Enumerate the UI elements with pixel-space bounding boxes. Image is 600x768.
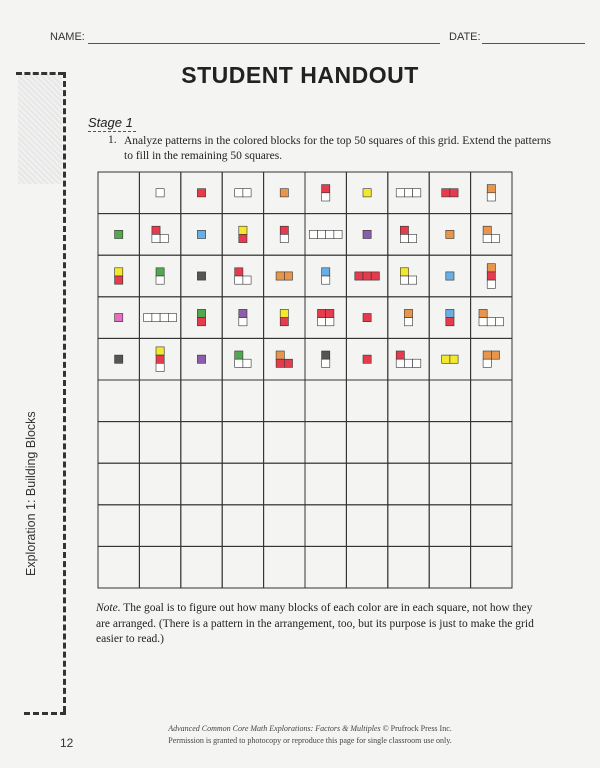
block bbox=[442, 355, 450, 363]
block bbox=[235, 276, 243, 284]
block bbox=[326, 318, 334, 326]
block bbox=[115, 268, 123, 276]
block bbox=[326, 309, 334, 317]
grid-cell[interactable] bbox=[222, 505, 263, 547]
block bbox=[450, 189, 458, 197]
grid-cell[interactable] bbox=[346, 463, 387, 505]
grid-cell[interactable] bbox=[181, 546, 222, 588]
stage-underline bbox=[88, 131, 136, 132]
block bbox=[322, 193, 330, 201]
block bbox=[115, 230, 123, 238]
grid-cell[interactable] bbox=[181, 463, 222, 505]
block bbox=[276, 359, 284, 367]
grid-cell[interactable] bbox=[429, 422, 470, 464]
page-number: 12 bbox=[60, 736, 74, 750]
block bbox=[400, 276, 408, 284]
grid-cell[interactable] bbox=[471, 463, 512, 505]
block bbox=[363, 314, 371, 322]
block bbox=[152, 234, 160, 242]
grid-cell[interactable] bbox=[181, 422, 222, 464]
block-group bbox=[404, 309, 412, 325]
block bbox=[197, 272, 205, 280]
block-group bbox=[115, 230, 123, 238]
grid-cell[interactable] bbox=[429, 505, 470, 547]
name-field[interactable] bbox=[88, 43, 440, 44]
grid-cell[interactable] bbox=[346, 505, 387, 547]
grid-cell[interactable] bbox=[471, 422, 512, 464]
grid-cell[interactable] bbox=[139, 505, 180, 547]
block-group bbox=[396, 351, 421, 367]
block bbox=[243, 189, 251, 197]
block bbox=[400, 268, 408, 276]
block-group bbox=[309, 230, 342, 238]
block bbox=[197, 355, 205, 363]
block-group bbox=[400, 268, 416, 284]
block bbox=[318, 318, 326, 326]
grid-cell[interactable] bbox=[222, 463, 263, 505]
block-group bbox=[197, 272, 205, 280]
block-group bbox=[115, 314, 123, 322]
block-group bbox=[318, 309, 334, 325]
block-group bbox=[239, 226, 247, 242]
grid-cell[interactable] bbox=[346, 546, 387, 588]
block-group bbox=[322, 185, 330, 201]
grid-cell[interactable] bbox=[346, 422, 387, 464]
block-group bbox=[239, 309, 247, 325]
block-group bbox=[363, 189, 371, 197]
block bbox=[396, 189, 404, 197]
block-group bbox=[483, 351, 499, 367]
footer-citation: Advanced Common Core Math Explorations: Factors & Multiples bbox=[168, 724, 381, 733]
block bbox=[160, 234, 168, 242]
block bbox=[487, 272, 495, 280]
block bbox=[243, 359, 251, 367]
block-group bbox=[276, 351, 292, 367]
block bbox=[276, 272, 284, 280]
grid-cell[interactable] bbox=[305, 546, 346, 588]
block bbox=[404, 309, 412, 317]
block bbox=[483, 359, 491, 367]
block bbox=[160, 314, 168, 322]
grid-cell[interactable] bbox=[429, 463, 470, 505]
grid-cell[interactable] bbox=[139, 546, 180, 588]
block bbox=[334, 230, 342, 238]
date-label: DATE: bbox=[449, 31, 481, 43]
block-group bbox=[355, 272, 380, 280]
block-group bbox=[152, 226, 168, 242]
block bbox=[371, 272, 379, 280]
grid-cell[interactable] bbox=[139, 380, 180, 422]
block bbox=[243, 276, 251, 284]
block bbox=[363, 230, 371, 238]
block-group bbox=[156, 189, 164, 197]
block bbox=[284, 359, 292, 367]
block-group bbox=[483, 226, 499, 242]
block-group bbox=[197, 230, 205, 238]
block bbox=[483, 351, 491, 359]
name-label: NAME: bbox=[50, 31, 85, 43]
question-number: 1. bbox=[108, 134, 117, 146]
grid-cell[interactable] bbox=[388, 380, 429, 422]
block bbox=[280, 189, 288, 197]
note-text: The goal is to figure out how many blocks of each color are in each square, not how they are arranged. (There is a pattern in the arrangement, too, but its purpose is just to make the grid easier to read.) bbox=[96, 602, 534, 645]
sidebar-right-border bbox=[63, 72, 66, 712]
sidebar-bottom-border bbox=[24, 712, 66, 715]
block bbox=[318, 230, 326, 238]
block-group bbox=[363, 314, 371, 322]
block bbox=[409, 276, 417, 284]
block bbox=[322, 268, 330, 276]
block bbox=[115, 276, 123, 284]
block bbox=[409, 234, 417, 242]
block-group bbox=[487, 264, 495, 289]
block-group bbox=[197, 355, 205, 363]
block bbox=[446, 230, 454, 238]
block bbox=[280, 234, 288, 242]
block bbox=[156, 268, 164, 276]
grid-cell[interactable] bbox=[264, 463, 305, 505]
date-field[interactable] bbox=[482, 43, 585, 44]
grid-cell[interactable] bbox=[264, 546, 305, 588]
grid-cell[interactable] bbox=[346, 380, 387, 422]
block bbox=[483, 226, 491, 234]
block bbox=[355, 272, 363, 280]
question-text: Analyze patterns in the colored blocks for the top 50 squares of this grid. Extend the patterns to fill in the remaining 50 squares. bbox=[124, 135, 551, 162]
grid-cell[interactable] bbox=[305, 422, 346, 464]
block-group bbox=[322, 268, 330, 284]
block bbox=[156, 347, 164, 355]
block bbox=[396, 351, 404, 359]
block bbox=[363, 189, 371, 197]
page-title: STUDENT HANDOUT bbox=[181, 62, 419, 88]
grid-svg bbox=[97, 171, 513, 589]
block bbox=[280, 309, 288, 317]
sidebar-texture bbox=[18, 74, 62, 184]
grid-cell[interactable] bbox=[264, 380, 305, 422]
block bbox=[152, 314, 160, 322]
block bbox=[487, 318, 495, 326]
block bbox=[152, 226, 160, 234]
block bbox=[322, 185, 330, 193]
block-group bbox=[400, 226, 416, 242]
grid-cell[interactable] bbox=[264, 422, 305, 464]
block-group bbox=[156, 268, 164, 284]
block bbox=[487, 264, 495, 272]
grid-cell[interactable] bbox=[222, 380, 263, 422]
block-group bbox=[115, 268, 123, 284]
block bbox=[404, 318, 412, 326]
block-group bbox=[446, 309, 454, 325]
block bbox=[450, 355, 458, 363]
grid-cell[interactable] bbox=[222, 546, 263, 588]
block bbox=[156, 363, 164, 371]
block bbox=[326, 230, 334, 238]
grid-cell[interactable] bbox=[98, 380, 139, 422]
block bbox=[197, 318, 205, 326]
grid-cell[interactable] bbox=[181, 505, 222, 547]
block bbox=[322, 276, 330, 284]
block bbox=[318, 309, 326, 317]
block-group bbox=[235, 351, 251, 367]
block bbox=[235, 351, 243, 359]
grid-cell[interactable] bbox=[429, 546, 470, 588]
block bbox=[491, 351, 499, 359]
block bbox=[239, 234, 247, 242]
block-group bbox=[280, 309, 288, 325]
block-group bbox=[144, 314, 177, 322]
note-lead: Note. bbox=[96, 602, 121, 614]
block-group bbox=[446, 272, 454, 280]
block bbox=[404, 189, 412, 197]
block bbox=[156, 276, 164, 284]
block bbox=[309, 230, 317, 238]
block bbox=[322, 351, 330, 359]
block bbox=[239, 226, 247, 234]
grid-cell[interactable] bbox=[264, 505, 305, 547]
block-group bbox=[446, 230, 454, 238]
block bbox=[396, 359, 404, 367]
grid-cell[interactable] bbox=[471, 505, 512, 547]
block bbox=[479, 309, 487, 317]
grid-cell[interactable] bbox=[388, 422, 429, 464]
block-group bbox=[235, 268, 251, 284]
block bbox=[446, 318, 454, 326]
block bbox=[413, 189, 421, 197]
grid-cell[interactable] bbox=[98, 463, 139, 505]
block bbox=[479, 318, 487, 326]
block bbox=[491, 234, 499, 242]
block-group bbox=[479, 309, 504, 325]
grid-cell[interactable] bbox=[471, 380, 512, 422]
sidebar-label: Exploration 1: Building Blocks bbox=[24, 411, 38, 576]
grid-cell[interactable] bbox=[181, 380, 222, 422]
block bbox=[197, 189, 205, 197]
block bbox=[446, 272, 454, 280]
block bbox=[442, 189, 450, 197]
block bbox=[400, 234, 408, 242]
grid-cell[interactable] bbox=[222, 422, 263, 464]
block bbox=[144, 314, 152, 322]
block bbox=[156, 189, 164, 197]
block-group bbox=[487, 185, 495, 201]
block-group bbox=[396, 189, 421, 197]
grid-cell[interactable] bbox=[305, 380, 346, 422]
block bbox=[197, 230, 205, 238]
block bbox=[235, 189, 243, 197]
stage-label: Stage 1 bbox=[88, 115, 133, 130]
block bbox=[115, 355, 123, 363]
block bbox=[363, 272, 371, 280]
block-grid bbox=[97, 171, 513, 589]
footer-permission: Permission is granted to photocopy or reproduce this page for single classroom use only. bbox=[168, 736, 452, 745]
block-group bbox=[156, 347, 164, 372]
block-group bbox=[363, 355, 371, 363]
block bbox=[363, 355, 371, 363]
grid-cell[interactable] bbox=[139, 463, 180, 505]
block bbox=[322, 359, 330, 367]
grid-cell[interactable] bbox=[98, 172, 139, 214]
block bbox=[276, 351, 284, 359]
block bbox=[235, 359, 243, 367]
grid-cell[interactable] bbox=[471, 546, 512, 588]
grid-cell[interactable] bbox=[388, 463, 429, 505]
block bbox=[400, 226, 408, 234]
block-group bbox=[276, 272, 292, 280]
block bbox=[487, 280, 495, 288]
block bbox=[413, 359, 421, 367]
block bbox=[239, 309, 247, 317]
footer bbox=[160, 723, 460, 747]
block bbox=[115, 314, 123, 322]
block bbox=[239, 318, 247, 326]
block bbox=[156, 355, 164, 363]
block bbox=[487, 185, 495, 193]
block bbox=[487, 193, 495, 201]
block bbox=[404, 359, 412, 367]
block-group bbox=[442, 355, 458, 363]
block-group bbox=[197, 309, 205, 325]
block bbox=[280, 226, 288, 234]
block bbox=[235, 268, 243, 276]
block bbox=[280, 318, 288, 326]
grid-cell[interactable] bbox=[98, 505, 139, 547]
grid-cell[interactable] bbox=[305, 463, 346, 505]
grid-cell[interactable] bbox=[429, 380, 470, 422]
grid-cell[interactable] bbox=[388, 546, 429, 588]
block bbox=[168, 314, 176, 322]
block bbox=[495, 318, 503, 326]
block bbox=[446, 309, 454, 317]
grid-cell[interactable] bbox=[98, 422, 139, 464]
block bbox=[197, 309, 205, 317]
grid-cell[interactable] bbox=[139, 422, 180, 464]
block bbox=[284, 272, 292, 280]
footer-publisher: © Prufrock Press Inc. bbox=[382, 724, 452, 733]
block-group bbox=[442, 189, 458, 197]
grid-cell[interactable] bbox=[305, 505, 346, 547]
block-group bbox=[235, 189, 251, 197]
block-group bbox=[322, 351, 330, 367]
grid-cell[interactable] bbox=[98, 546, 139, 588]
block-group bbox=[197, 189, 205, 197]
block-group bbox=[363, 230, 371, 238]
block bbox=[483, 234, 491, 242]
note bbox=[96, 601, 536, 648]
block-group bbox=[280, 226, 288, 242]
block-group bbox=[280, 189, 288, 197]
block-group bbox=[115, 355, 123, 363]
grid-cell[interactable] bbox=[388, 505, 429, 547]
